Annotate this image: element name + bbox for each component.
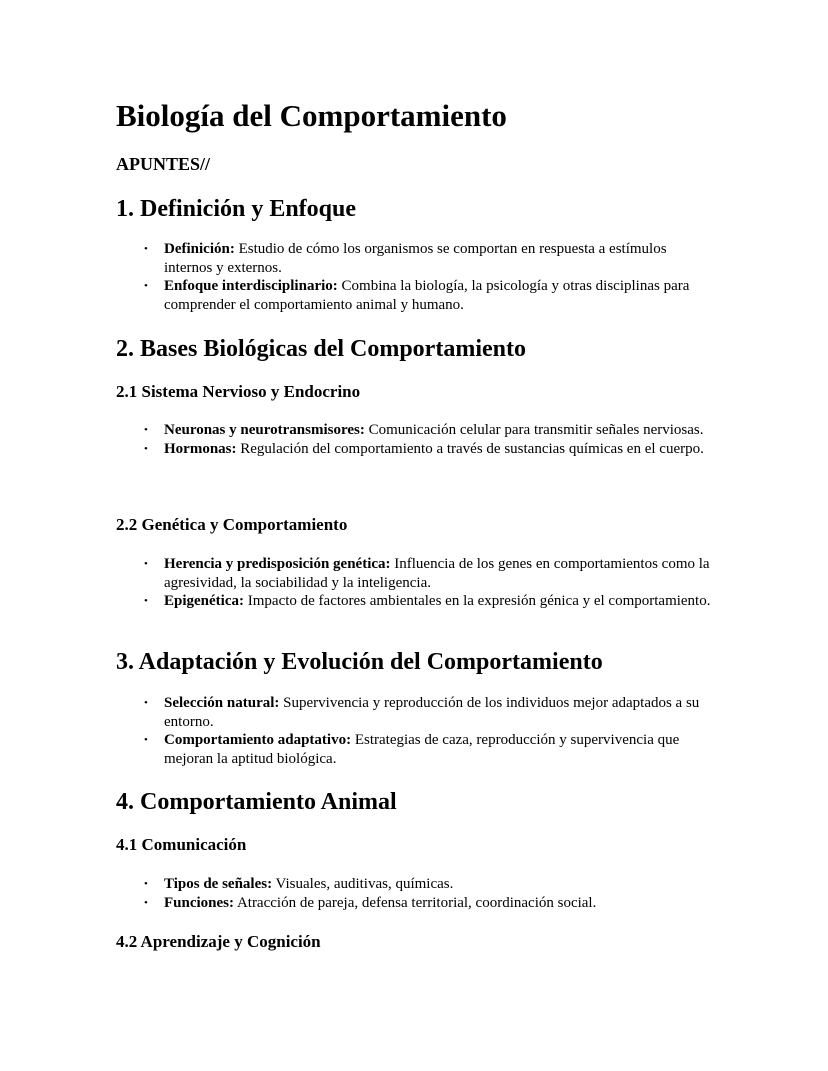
bullet-icon: •: [144, 442, 148, 455]
list-item: [116, 731, 706, 768]
list-item-text: Estudio de cómo los organismos se comportan en respuesta a estímulos internos y externos.: [164, 241, 667, 276]
subsection-heading-4-1: 4.1 Comunicación: [116, 835, 247, 854]
document-subtitle: APUNTES//: [116, 154, 211, 174]
document-title: Biología del Comportamiento: [116, 98, 507, 133]
list-item-text: Visuales, auditivas, químicas.: [272, 876, 454, 892]
section-3-list: [116, 694, 706, 768]
list-item-text: Regulación del comportamiento a través de sustancias químicas en el cuerpo.: [236, 440, 704, 457]
list-item: [116, 555, 716, 592]
list-item-text: Impacto de factores ambientales en la expresión génica y el comportamiento.: [244, 593, 711, 609]
list-item-term: Tipos de señales:: [164, 876, 273, 892]
subsection-2-2-list: [116, 555, 716, 611]
list-item: [116, 694, 706, 731]
bullet-icon: •: [144, 424, 148, 436]
section-heading-2: 2. Bases Biológicas del Comportamiento: [116, 336, 526, 362]
list-item-term: Epigenética:: [164, 593, 244, 609]
subsection-heading-4-2: 4.2 Aprendizaje y Cognición: [116, 932, 321, 951]
list-item: [116, 592, 716, 611]
bullet-icon: •: [144, 896, 148, 909]
list-item: [116, 421, 706, 440]
subsection-2-1-list: [116, 421, 706, 458]
list-item-term: Funciones:: [164, 894, 235, 911]
bullet-icon: •: [144, 558, 148, 570]
subsection-heading-2-1: 2.1 Sistema Nervioso y Endocrino: [116, 382, 361, 401]
section-heading-4: 4. Comportamiento Animal: [116, 789, 397, 815]
bullet-icon: •: [144, 280, 148, 292]
list-item-term: Selección natural:: [164, 695, 280, 711]
list-item: [116, 240, 716, 277]
list-item-term: Neuronas y neurotransmisores:: [164, 422, 365, 438]
section-heading-3: 3. Adaptación y Evolución del Comportamiento: [116, 649, 603, 675]
list-item-text: Combina la biología, la psicología y otras disciplinas para comprender el comportamiento animal y humano.: [164, 278, 690, 313]
list-item: [116, 277, 716, 314]
list-item-text: Estrategias de caza, reproducción y supervivencia que mejoran la aptitud biológica.: [164, 732, 680, 767]
list-item-term: Definición:: [164, 241, 235, 257]
bullet-icon: •: [144, 697, 148, 709]
list-item: [116, 440, 706, 459]
list-item-term: Enfoque interdisciplinario:: [164, 278, 338, 294]
bullet-icon: •: [144, 878, 148, 890]
list-item-text: Supervivencia y reproducción de los individuos mejor adaptados a su entorno.: [164, 695, 700, 730]
list-item-term: Herencia y predisposición genética:: [164, 556, 391, 572]
section-1-list: [116, 240, 716, 314]
subsection-4-1-list: [116, 875, 716, 912]
list-item-text: Atracción de pareja, defensa territorial, coordinación social.: [234, 894, 597, 911]
bullet-icon: •: [144, 243, 148, 255]
list-item-text: Influencia de los genes en comportamientos como la agresividad, la sociabilidad y la inteligencia.: [164, 556, 710, 591]
bullet-icon: •: [144, 734, 148, 746]
section-heading-1: 1. Definición y Enfoque: [116, 196, 357, 222]
subsection-heading-2-2: 2.2 Genética y Comportamiento: [116, 515, 348, 534]
list-item: [116, 875, 716, 894]
list-item-term: Comportamiento adaptativo:: [164, 732, 352, 748]
list-item: [116, 894, 716, 913]
bullet-icon: •: [144, 595, 148, 607]
list-item-term: Hormonas:: [164, 440, 237, 457]
list-item-text: Comunicación celular para transmitir señales nerviosas.: [364, 422, 704, 438]
